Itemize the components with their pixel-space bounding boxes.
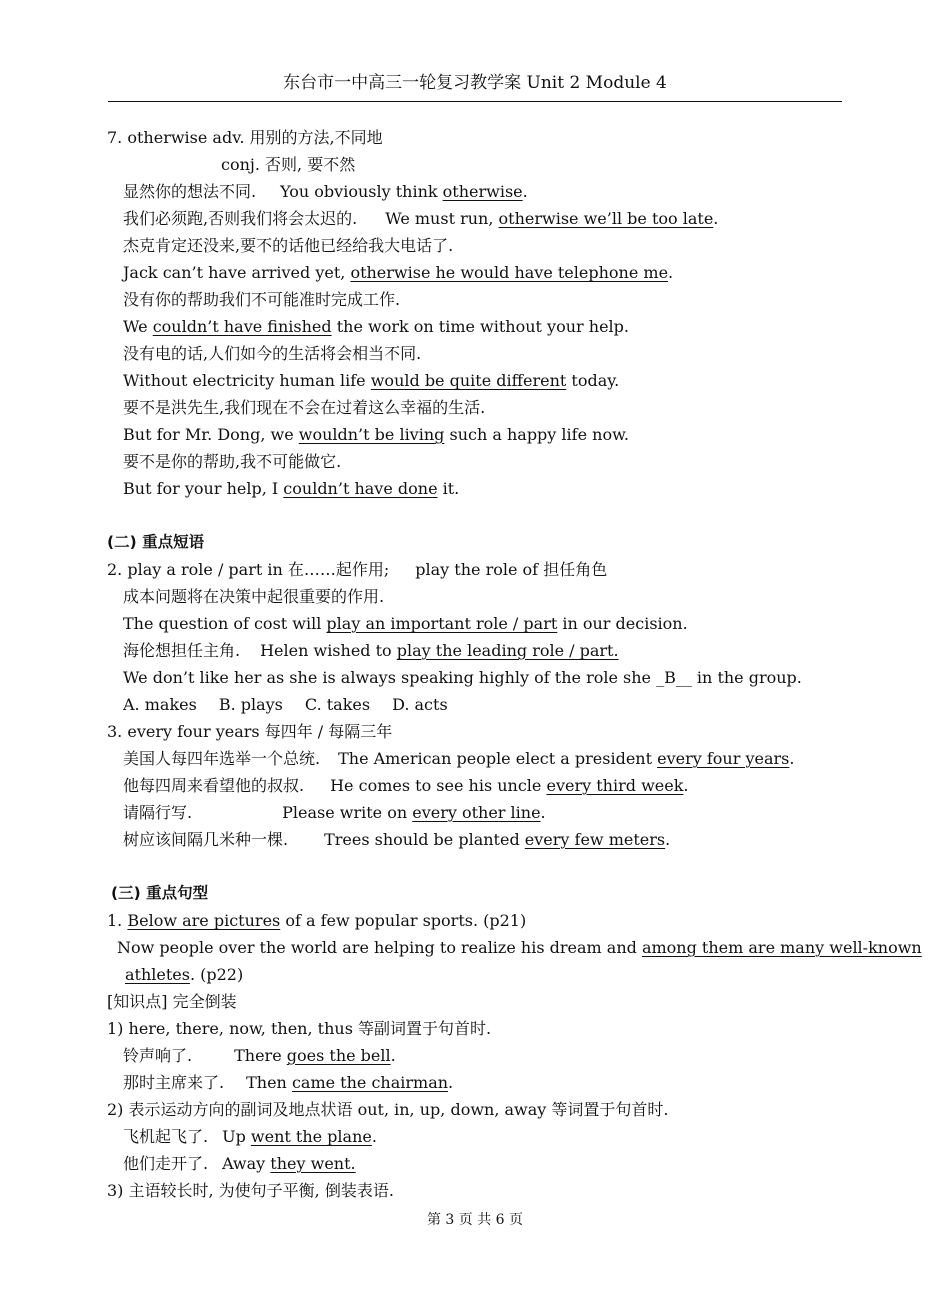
sentence-2: Now people over the world are helping to realize his dream and among them are many well-known — [117, 938, 922, 957]
example-underlined: goes the bell — [286, 1046, 391, 1065]
knowledge-point: [知识点] 完全倒装 — [107, 992, 237, 1011]
example-cn: 我们必须跑,否则我们将会太迟的. — [123, 209, 358, 228]
example-underlined: wouldn’t be living — [298, 425, 445, 444]
page-number: 第 3 页 共 6 页 — [426, 1212, 524, 1228]
option-b: B. plays — [218, 695, 283, 714]
example-underlined: couldn’t have finished — [152, 317, 332, 336]
example-underlined: play the leading role / part. — [396, 641, 619, 660]
example-en-line: We couldn’t have finished the work on time without your help. — [123, 317, 629, 336]
example-cn: 显然你的想法不同. — [123, 182, 257, 201]
example-en-line: Without electricity human life would be quite different today. — [123, 371, 620, 390]
example-underlined: couldn’t have done — [283, 479, 438, 498]
rule-1: 1) here, there, now, then, thus 等副词置于句首时. — [107, 1019, 492, 1038]
example-cn-line: 没有你的帮助我们不可能准时完成工作. — [123, 290, 401, 309]
example-line: 铃声响了. There goes the bell. — [123, 1046, 396, 1065]
example-underlined: among them are many well-known — [641, 938, 922, 957]
example-underlined: otherwise he would have telephone me — [350, 263, 669, 282]
example-underlined: would be quite different — [370, 371, 567, 390]
example-cn-line: 没有电的话,人们如今的生活将会相当不同. — [123, 344, 422, 363]
rule-2: 2) 表示运动方向的副词及地点状语 out, in, up, down, away 等词置于句首时. — [107, 1100, 669, 1119]
example-underlined: came the chairman — [291, 1073, 449, 1092]
option-c: C. takes — [304, 695, 371, 714]
spacer — [107, 502, 847, 529]
entry-play-a-role: 2. play a role / part in 在……起作用; play the role of 担任角色 — [107, 560, 608, 579]
entry-otherwise-adv: 7. otherwise adv. 用别的方法,不同地 — [107, 128, 383, 147]
section-heading-sentences: (三) 重点句型 — [111, 884, 209, 902]
example-line: 海伦想担任主角. Helen wished to play the leading role / part. — [123, 641, 619, 660]
example-line: 显然你的想法不同. You obviously think otherwise. — [123, 182, 528, 201]
option-a: A. makes — [123, 695, 197, 714]
example-line: 请隔行写. Please write on every other line. — [123, 803, 546, 822]
entry-every-four-years: 3. every four years 每四年 / 每隔三年 — [107, 722, 393, 741]
example-cn-line: 要不是你的帮助,我不可能做它. — [123, 452, 342, 471]
example-underlined: play an important role / part — [326, 614, 558, 633]
example-en: You obviously think — [280, 182, 443, 201]
example-underlined: otherwise we’ll be too late — [498, 209, 714, 228]
example-underlined: every other line — [412, 803, 541, 822]
example-underlined: otherwise — [442, 182, 523, 201]
example-en-line: But for your help, I couldn’t have done it. — [123, 479, 460, 498]
example-underlined: went the plane — [250, 1127, 372, 1146]
example-en-line: But for Mr. Dong, we wouldn’t be living such a happy life now. — [123, 425, 629, 444]
example-cn-line: 杰克肯定还没来,要不的话他已经给我大电话了. — [123, 236, 454, 255]
example-line: 他每四周来看望他的叔叔. He comes to see his uncle every third week. — [123, 776, 689, 795]
example-line: 他们走开了. Away they went. — [123, 1154, 356, 1173]
example-underlined: they went. — [270, 1154, 356, 1173]
option-d: D. acts — [392, 695, 448, 714]
rule-3: 3) 主语较长时, 为使句子平衡, 倒装表语. — [107, 1181, 394, 1200]
example-line: 美国人每四年选举一个总统. The American people elect a president every four years. — [123, 749, 795, 768]
example-underlined: Below are pictures — [127, 911, 281, 930]
example-underlined: every four years — [657, 749, 790, 768]
page-header — [108, 70, 842, 96]
example-line: 我们必须跑,否则我们将会太迟的. We must run, otherwise we’ll be too late. — [123, 209, 719, 228]
entry-otherwise-conj: conj. 否则, 要不然 — [221, 155, 356, 174]
example-cn-line: 要不是洪先生,我们现在不会在过着这么幸福的生活. — [123, 398, 486, 417]
document-body — [107, 124, 922, 1204]
exercise-options — [107, 691, 847, 718]
exercise-question: We don’t like her as she is always speaking highly of the role she _B__ in the group. — [123, 668, 802, 687]
sentence-2-cont: athletes. (p22) — [125, 965, 244, 984]
example-underlined: every few meters — [524, 830, 666, 849]
example-line: 飞机起飞了. Up went the plane. — [123, 1127, 377, 1146]
sentence-1: 1. Below are pictures of a few popular sports. (p21) — [107, 911, 527, 930]
example-en: We must run, — [385, 209, 499, 228]
example-en-line: The question of cost will play an important role / part in our decision. — [123, 614, 688, 633]
example-underlined: athletes — [125, 965, 190, 984]
example-underlined: every third week — [546, 776, 684, 795]
header-divider — [108, 101, 842, 102]
example-cn-line: 成本问题将在决策中起很重要的作用. — [123, 587, 385, 606]
section-heading-phrases: (二) 重点短语 — [107, 533, 205, 551]
header-title: 东台市一中高三一轮复习教学案 Unit 2 Module 4 — [283, 73, 667, 93]
spacer — [107, 853, 847, 880]
example-line: 那时主席来了. Then came the chairman. — [123, 1073, 454, 1092]
example-line: 树应该间隔几米种一棵. Trees should be planted every few meters. — [123, 830, 671, 849]
page-footer — [0, 1210, 950, 1230]
example-en-line: Jack can’t have arrived yet, otherwise he would have telephone me. — [123, 263, 674, 282]
